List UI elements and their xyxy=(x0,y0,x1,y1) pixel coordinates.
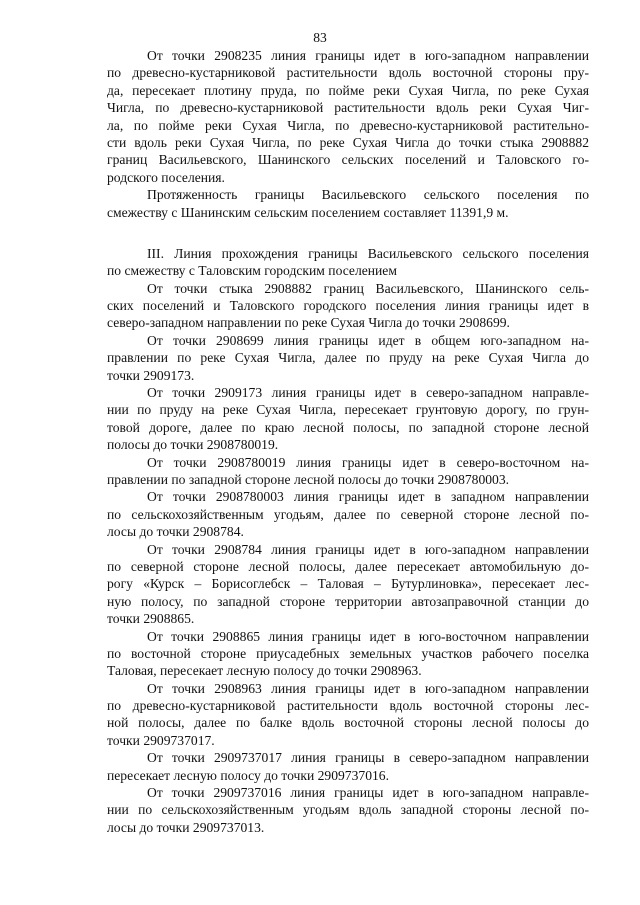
text-line: правлении по реке Сухая Чигла, далее по пруду на реке Сухая Чигла до xyxy=(107,350,589,366)
text-line: родского поселения. xyxy=(107,169,225,185)
text-line: сти вдоль реки Сухая Чигла, по реке Сухая Чигла до точки стыка 2908882 xyxy=(107,134,589,150)
text-line: нии по сельскохозяйственным угодьям вдоль западной стороны лесной по- xyxy=(107,802,589,818)
paragraph xyxy=(107,628,589,680)
text-line: ских поселений и Таловского городского поселения линия границы идет в xyxy=(107,298,589,314)
text-line: точки 2909173. xyxy=(107,367,195,383)
text-line: От точки 2908699 линия границы идет в общем юго-западном на- xyxy=(147,332,589,348)
text-line: по северной стороне лесной полосы, далее пересекает автомобильную до- xyxy=(107,558,589,574)
text-line: товой дороге, далее по краю лесной полосы, по западной стороне лесной xyxy=(107,419,589,435)
text-line: по восточной стороне приусадебных земельных участков рабочего поселка xyxy=(107,645,589,661)
document-body xyxy=(107,47,589,836)
text-line: Таловая, пересекает лесную полосу до точки 2908963. xyxy=(107,663,422,679)
text-line: точки 2909737017. xyxy=(107,732,215,748)
text-line: От точки 2908780003 линия границы идет в западном направлении xyxy=(147,489,589,505)
paragraph xyxy=(107,680,589,750)
text-line: От точки 2909737016 линия границы идет в юго-западном направле- xyxy=(147,785,589,801)
text-line: по древесно-кустарниковой растительности вдоль восточной стороны лес- xyxy=(107,698,589,714)
text-line: ную полосу, по западной стороне территории автозаправочной станции до xyxy=(107,593,589,609)
paragraph xyxy=(107,541,589,628)
text-line: по смежеству с Таловским городским поселением xyxy=(107,263,397,279)
text-line: От точки 2908235 линия границы идет в юго-западном направлении xyxy=(147,48,589,63)
text-line: пересекает лесную полосу до точки 2909737016. xyxy=(107,767,389,783)
text-line: ла, по пойме реки Сухая Чигла, по древесно-кустарниковой растительно- xyxy=(107,117,589,133)
text-line: точки 2908865. xyxy=(107,611,195,627)
text-line: ной полосы, далее по балке вдоль восточной стороны лесной полосы до xyxy=(107,715,589,731)
paragraph xyxy=(107,488,589,540)
text-line: От точки стыка 2908882 границ Васильевского, Шанинского сель- xyxy=(147,280,589,296)
text-line: да, пересекает плотину пруда, по пойме реки Сухая Чигла, по реке Сухая xyxy=(107,82,589,98)
paragraph xyxy=(107,47,589,186)
text-line: Чигла, по древесно-кустарниковой растительности вдоль реки Сухая Чиг- xyxy=(107,100,589,116)
page-number: 83 xyxy=(313,30,327,45)
text-line: От точки 2908784 линия границы идет в юго-западном направлении xyxy=(147,541,589,557)
text-line: правлении по западной стороне лесной полосы до точки 2908780003. xyxy=(107,471,510,487)
text-line: III. Линия прохождения границы Васильевского сельского поселения xyxy=(147,245,589,261)
paragraph xyxy=(107,280,589,332)
text-line: От точки 2909737017 линия границы в северо-западном направлении xyxy=(147,750,589,766)
paragraph xyxy=(107,332,589,384)
text-line: полосы до точки 2908780019. xyxy=(107,437,279,453)
paragraph xyxy=(107,245,589,280)
paragraph xyxy=(107,454,589,489)
text-line: От точки 2909173 линия границы идет в северо-западном направле- xyxy=(147,385,589,401)
text-line: по древесно-кустарниковой растительности вдоль восточной стороны пру- xyxy=(107,65,589,81)
text-line: нии по пруду на реке Сухая Чигла, пересекает грунтовую дорогу, по грун- xyxy=(107,402,589,418)
text-line: границ Васильевского, Шанинского сельских поселений и Таловского го- xyxy=(107,152,589,168)
paragraph xyxy=(107,749,589,784)
text-line: по сельскохозяйственным угодьям, далее по северной стороне лесной по- xyxy=(107,506,589,522)
text-line: смежеству с Шанинским сельским поселением составляет 11391,9 м. xyxy=(107,204,509,220)
text-line: лосы до точки 2908784. xyxy=(107,524,244,540)
text-line: рогу «Курск – Борисоглебск – Таловая – Бутурлиновка», пересекает лес- xyxy=(107,576,589,592)
paragraph xyxy=(107,186,589,221)
text-line: От точки 2908780019 линия границы идет в северо-восточном на- xyxy=(147,454,589,470)
section-gap xyxy=(107,221,589,245)
paragraph xyxy=(107,784,589,836)
text-line: От точки 2908963 линия границы идет в юго-западном направлении xyxy=(147,680,589,696)
paragraph xyxy=(107,384,589,454)
text-line: От точки 2908865 линия границы идет в юго-восточном направлении xyxy=(147,628,589,644)
text-line: северо-западном направлении по реке Сухая Чигла до точки 2908699. xyxy=(107,315,510,331)
text-line: Протяженность границы Васильевского сельского поселения по xyxy=(147,187,589,203)
text-line: лосы до точки 2909737013. xyxy=(107,819,265,835)
